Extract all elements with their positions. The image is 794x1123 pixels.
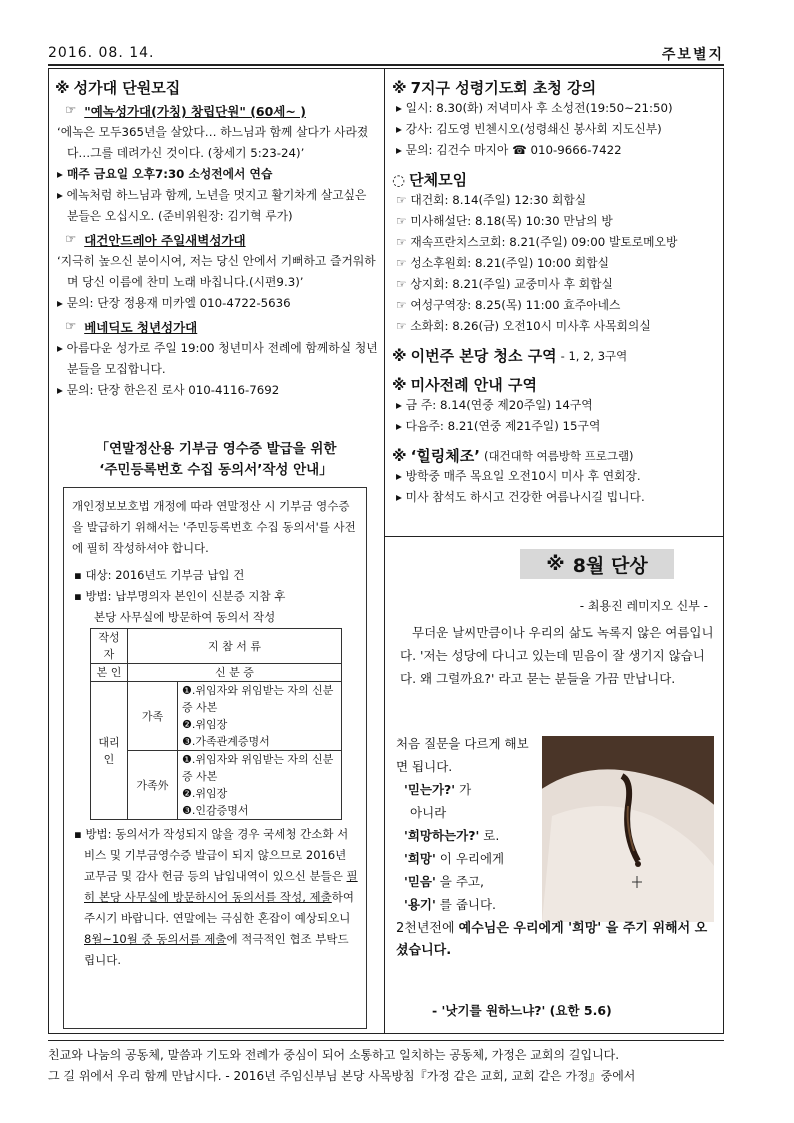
list-item: ▸ 문의: 단장 정용재 미카엘 010-4722-5636 — [57, 296, 291, 310]
reference-mark-icon: ※ — [392, 375, 407, 394]
table-cell: ❶.위임자와 위임받는 자의 신분증 사본 ❷.위임장 ❸.인감증명서 — [178, 751, 342, 820]
notice-title: 「연말정산용 기부금 영수증 발급을 위한 ‘주민등록번호 수집 동의서’작성 안내」 — [95, 441, 337, 478]
scripture-quote: - '낫기를 원하느냐?' (요한 5.6) — [432, 1003, 612, 1018]
list-item: ▸ 아름다운 성가로 주일 19:00 청년미사 전례에 함께하실 청년분들을 모집합니다. — [57, 341, 378, 376]
list-item: ‘에녹은 모두365년을 살았다… 하느님과 함께 살다가 사라졌다…그를 데려가신 것이다. (창세기 5:23-24)’ — [57, 125, 369, 160]
left-column — [55, 69, 379, 401]
list-item: ☞ 여성구역장: 8.25(목) 11:00 효주아네스 — [396, 298, 621, 312]
table-cell: 대리인 — [91, 682, 128, 820]
pointing-hand-icon: ☞ — [65, 102, 77, 117]
pointing-hand-icon: ☞ — [65, 231, 77, 246]
supplement-label: 주보별지 — [661, 47, 724, 63]
notice-box — [63, 487, 367, 1029]
choir-section-title: ※ 성가대 단원모집 — [55, 78, 181, 97]
list-item: ▸ 다음주: 8.21(연중 제21주일) 15구역 — [396, 419, 601, 433]
table-header-cell: 지 참 서 류 — [128, 629, 342, 664]
reference-mark-icon: ※ — [55, 78, 70, 97]
table-cell: 가족 — [128, 682, 178, 751]
healing-section-title: ※ ‘힐링체조’ (대건대학 여름방학 프로그램) — [392, 446, 634, 465]
list-item: ☞ 대건회: 8.14(주일) 12:30 회합실 — [396, 193, 587, 207]
list-item: ☞ 재속프란치스코회: 8.21(주일) 09:00 발토로메오방 — [396, 235, 678, 249]
list-item: ☞ 상지회: 8.21(주일) 교중미사 후 회합실 — [396, 277, 613, 291]
page-header — [48, 44, 724, 66]
reference-mark-icon: ※ — [392, 78, 407, 97]
table-cell: 신 분 증 — [128, 664, 342, 682]
table-cell: 가족外 — [128, 751, 178, 820]
book-photo-illustration — [542, 736, 714, 922]
column-side-text: 처음 질문을 다르게 해보면 됩니다. '믿는가?' 가 아니라 '희망하는가?' 로. '희망' 이 우리에게 '믿음' 을 주고, '용기' 를 줍니다. — [396, 736, 529, 912]
reference-mark-icon: ※ — [392, 446, 407, 465]
list-item: 본당 사무실에 방문하여 동의서 작성 — [94, 610, 276, 624]
pointing-hand-icon: ☞ — [65, 318, 77, 333]
youth-choir-heading: ☞ 베네딕도 청년성가대 — [65, 318, 198, 335]
list-item: ▸ 금 주: 8.14(연중 제20주일) 14구역 — [396, 398, 593, 412]
groups-section-title: ◌ 단체모임 — [392, 170, 468, 189]
column-photo — [542, 736, 714, 922]
right-section-divider — [384, 536, 723, 537]
lecture-section-title: ※ 7지구 성령기도회 초청 강의 — [392, 78, 597, 97]
notice-intro: 개인정보보호법 개정에 따라 연말정산 시 기부금 영수증을 발급하기 위해서는 '주민등록번호 수집 동의서'를 사전에 필히 작성하셔야 합니다. — [72, 499, 356, 555]
dotted-circle-icon: ◌ — [392, 170, 406, 189]
list-item: ▸ 일시: 8.30(화) 저녁미사 후 소성전(19:50~21:50) — [396, 101, 673, 115]
list-item: ☞ 소화회: 8.26(금) 오전10시 미사후 사목회의실 — [396, 319, 651, 333]
content-frame — [48, 68, 724, 1034]
cleaning-section-title: ※ 이번주 본당 청소 구역 - 1, 2, 3구역 — [392, 346, 628, 365]
table-cell: ❶.위임자와 위임받는 자의 신분증 사본 ❷.위임장 ❸.가족관계증명서 — [178, 682, 342, 751]
right-column — [392, 69, 722, 1018]
column-conclusion: 2천년전에 예수님은 우리에게 '희망' 을 주기 위해서 오셨습니다. — [396, 921, 708, 958]
documents-table — [90, 628, 342, 820]
list-item: ☞ 성소후원회: 8.21(주일) 10:00 회합실 — [396, 256, 609, 270]
list-item: ▸ 강사: 김도영 빈첸시오(성령쇄신 봉사회 지도신부) — [396, 122, 662, 136]
list-item: ▪ 방법: 납부명의자 본인이 신분증 지참 후 — [74, 589, 286, 603]
list-item: ▸ 미사 참석도 하시고 건강한 여름나시길 빕니다. — [396, 490, 645, 504]
list-item: ▸ 문의: 김건수 마지아 ☎ 010-9666-7422 — [396, 143, 622, 157]
liturgy-section-title: ※ 미사전례 안내 구역 — [392, 375, 537, 394]
list-item: ▸ 매주 금요일 오후7:30 소성전에서 연습 — [57, 167, 273, 181]
page-footer: 친교와 나눔의 공동체, 말씀과 기도와 전례가 중심이 되어 소통하고 일치하는 공동체, 가정은 교회의 길입니다. 그 길 위에서 우리 함께 만납시다. - 2016년 주임신부님 본당 사목방침『가정 같은 교회, 교회 같은 가정』중에서 — [48, 1040, 724, 1090]
dawn-choir-heading: ☞ 대건안드레아 주일새벽성가대 — [65, 231, 246, 248]
list-item: ▸ 에녹처럼 하느님과 함께, 노년을 멋지고 활기차게 살고싶은 분들은 오십시오. (준비위원장: 김기혁 루가) — [57, 188, 367, 223]
list-item: ‘지극히 높으신 분이시여, 저는 당신 안에서 기뻐하고 즐거워하며 당신 이름에 찬미 노래 바칩니다.(시편9.3)’ — [57, 254, 376, 289]
table-header-cell: 작성자 — [91, 629, 128, 664]
enoch-choir-heading: ☞ "예녹성가대(가칭) 창립단원" (60세~ ) — [65, 102, 306, 119]
column-paragraph: 무더운 날씨만큼이나 우리의 삶도 녹록지 않은 여름입니다. '저는 성당에 다니고 있는데 믿음이 잘 생기지 않습니다. 왜 그럴까요?' 라고 묻는 분들을 가끔 만납니다. — [400, 625, 714, 686]
column-author: - 최용진 레미지오 신부 - — [579, 599, 708, 613]
reference-mark-icon: ※ — [546, 553, 565, 575]
list-item: ☞ 미사해설단: 8.18(목) 10:30 만남의 방 — [396, 214, 613, 228]
list-item: ▸ 방학중 매주 목요일 오전10시 미사 후 연회장. — [396, 469, 641, 483]
reference-mark-icon: ※ — [392, 346, 407, 365]
issue-date: 2016. 08. 14. — [48, 45, 155, 61]
list-item: ▪ 대상: 2016년도 기부금 납입 건 — [74, 568, 245, 582]
list-item: ▪ 방법: 동의서가 작성되지 않을 경우 국세청 간소화 서비스 및 기부금영수증 발급이 되지 않으므로 2016년 교무금 및 감사 헌금 등의 납입내역이 있으신 분들은 필히 본당 사무실에 방문하시어 동의서를 작성, 제출하여 주시기 바랍니다. 연말에는 극심한 혼잡이 예상되오니 8월~10월 중 동의서를 제출에 적극적인 협조 부탁드립니다. — [74, 827, 358, 967]
list-item: ▸ 문의: 단장 한은진 로사 010-4116-7692 — [57, 383, 280, 397]
column-banner: ※ 8월 단상 — [520, 549, 674, 579]
table-cell: 본 인 — [91, 664, 128, 682]
column-divider — [384, 69, 385, 1033]
